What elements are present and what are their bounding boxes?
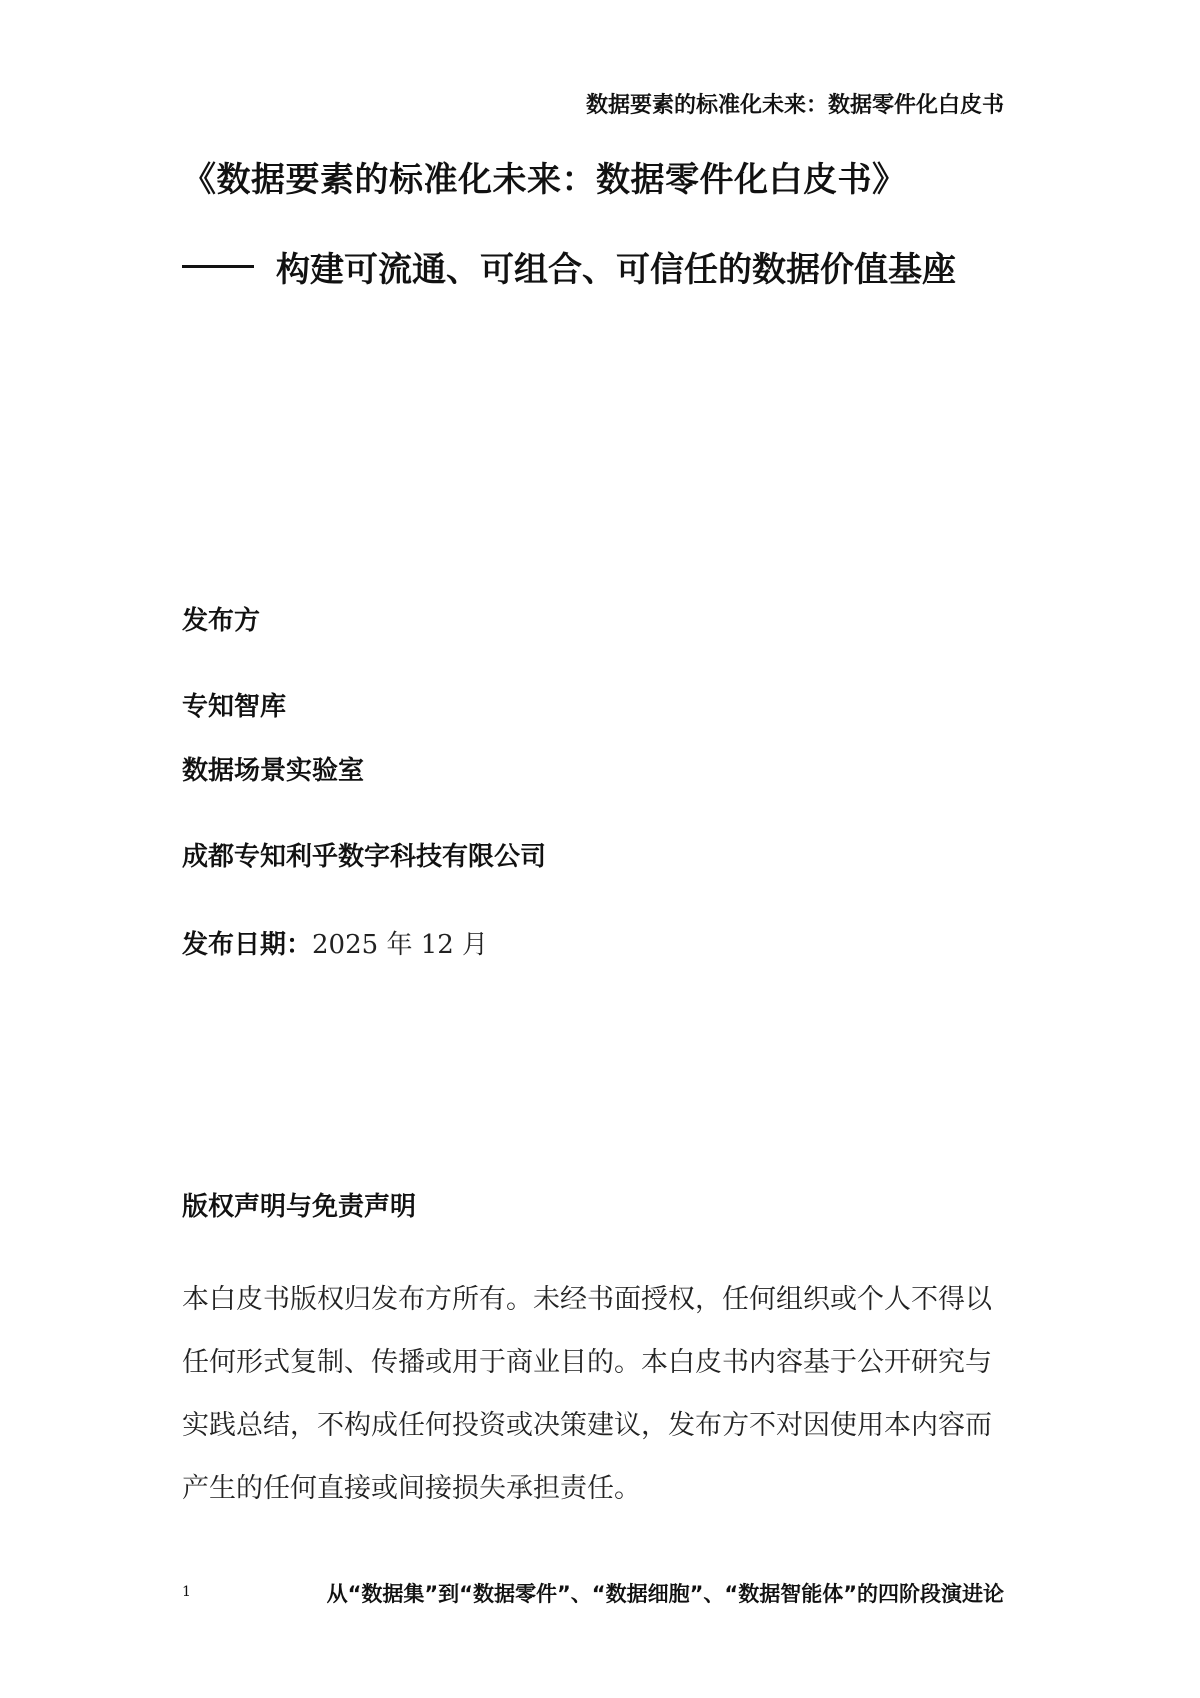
footer-text: 从“数据集”到“数据零件”、“数据细胞”、“数据智能体”的四阶段演进论	[326, 1582, 1004, 1606]
publisher-org-1: 专知智库	[182, 692, 287, 722]
subtitle-dash	[182, 265, 254, 268]
document-subtitle	[182, 242, 956, 291]
disclaimer-line: 产生的任何直接或间接损失承担责任。	[182, 1473, 641, 1504]
disclaimer-heading: 版权声明与免责声明	[182, 1192, 417, 1222]
subtitle-text: 构建可流通、可组合、可信任的数据价值基座	[276, 250, 956, 290]
release-date	[182, 924, 488, 961]
disclaimer-line: 任何形式复制、传播或用于商业目的。本白皮书内容基于公开研究与	[182, 1347, 992, 1378]
disclaimer-line: 本白皮书版权归发布方所有。未经书面授权，任何组织或个人不得以	[182, 1284, 992, 1315]
release-date-value: 2025 年 12 月	[312, 930, 489, 960]
page-number: 1	[182, 1584, 191, 1600]
running-header: 数据要素的标准化未来：数据零件化白皮书	[585, 93, 1004, 118]
disclaimer-paragraph	[182, 1268, 1022, 1520]
publisher-org-2: 数据场景实验室	[182, 756, 365, 786]
publisher-label: 发布方	[182, 606, 261, 636]
disclaimer-line: 实践总结，不构成任何投资或决策建议，发布方不对因使用本内容而	[182, 1410, 992, 1441]
release-date-label: 发布日期：	[182, 930, 313, 960]
publisher-org-3: 成都专知利乎数字科技有限公司	[182, 842, 547, 872]
document-title: 《数据要素的标准化未来：数据零件化白皮书》	[182, 160, 907, 200]
